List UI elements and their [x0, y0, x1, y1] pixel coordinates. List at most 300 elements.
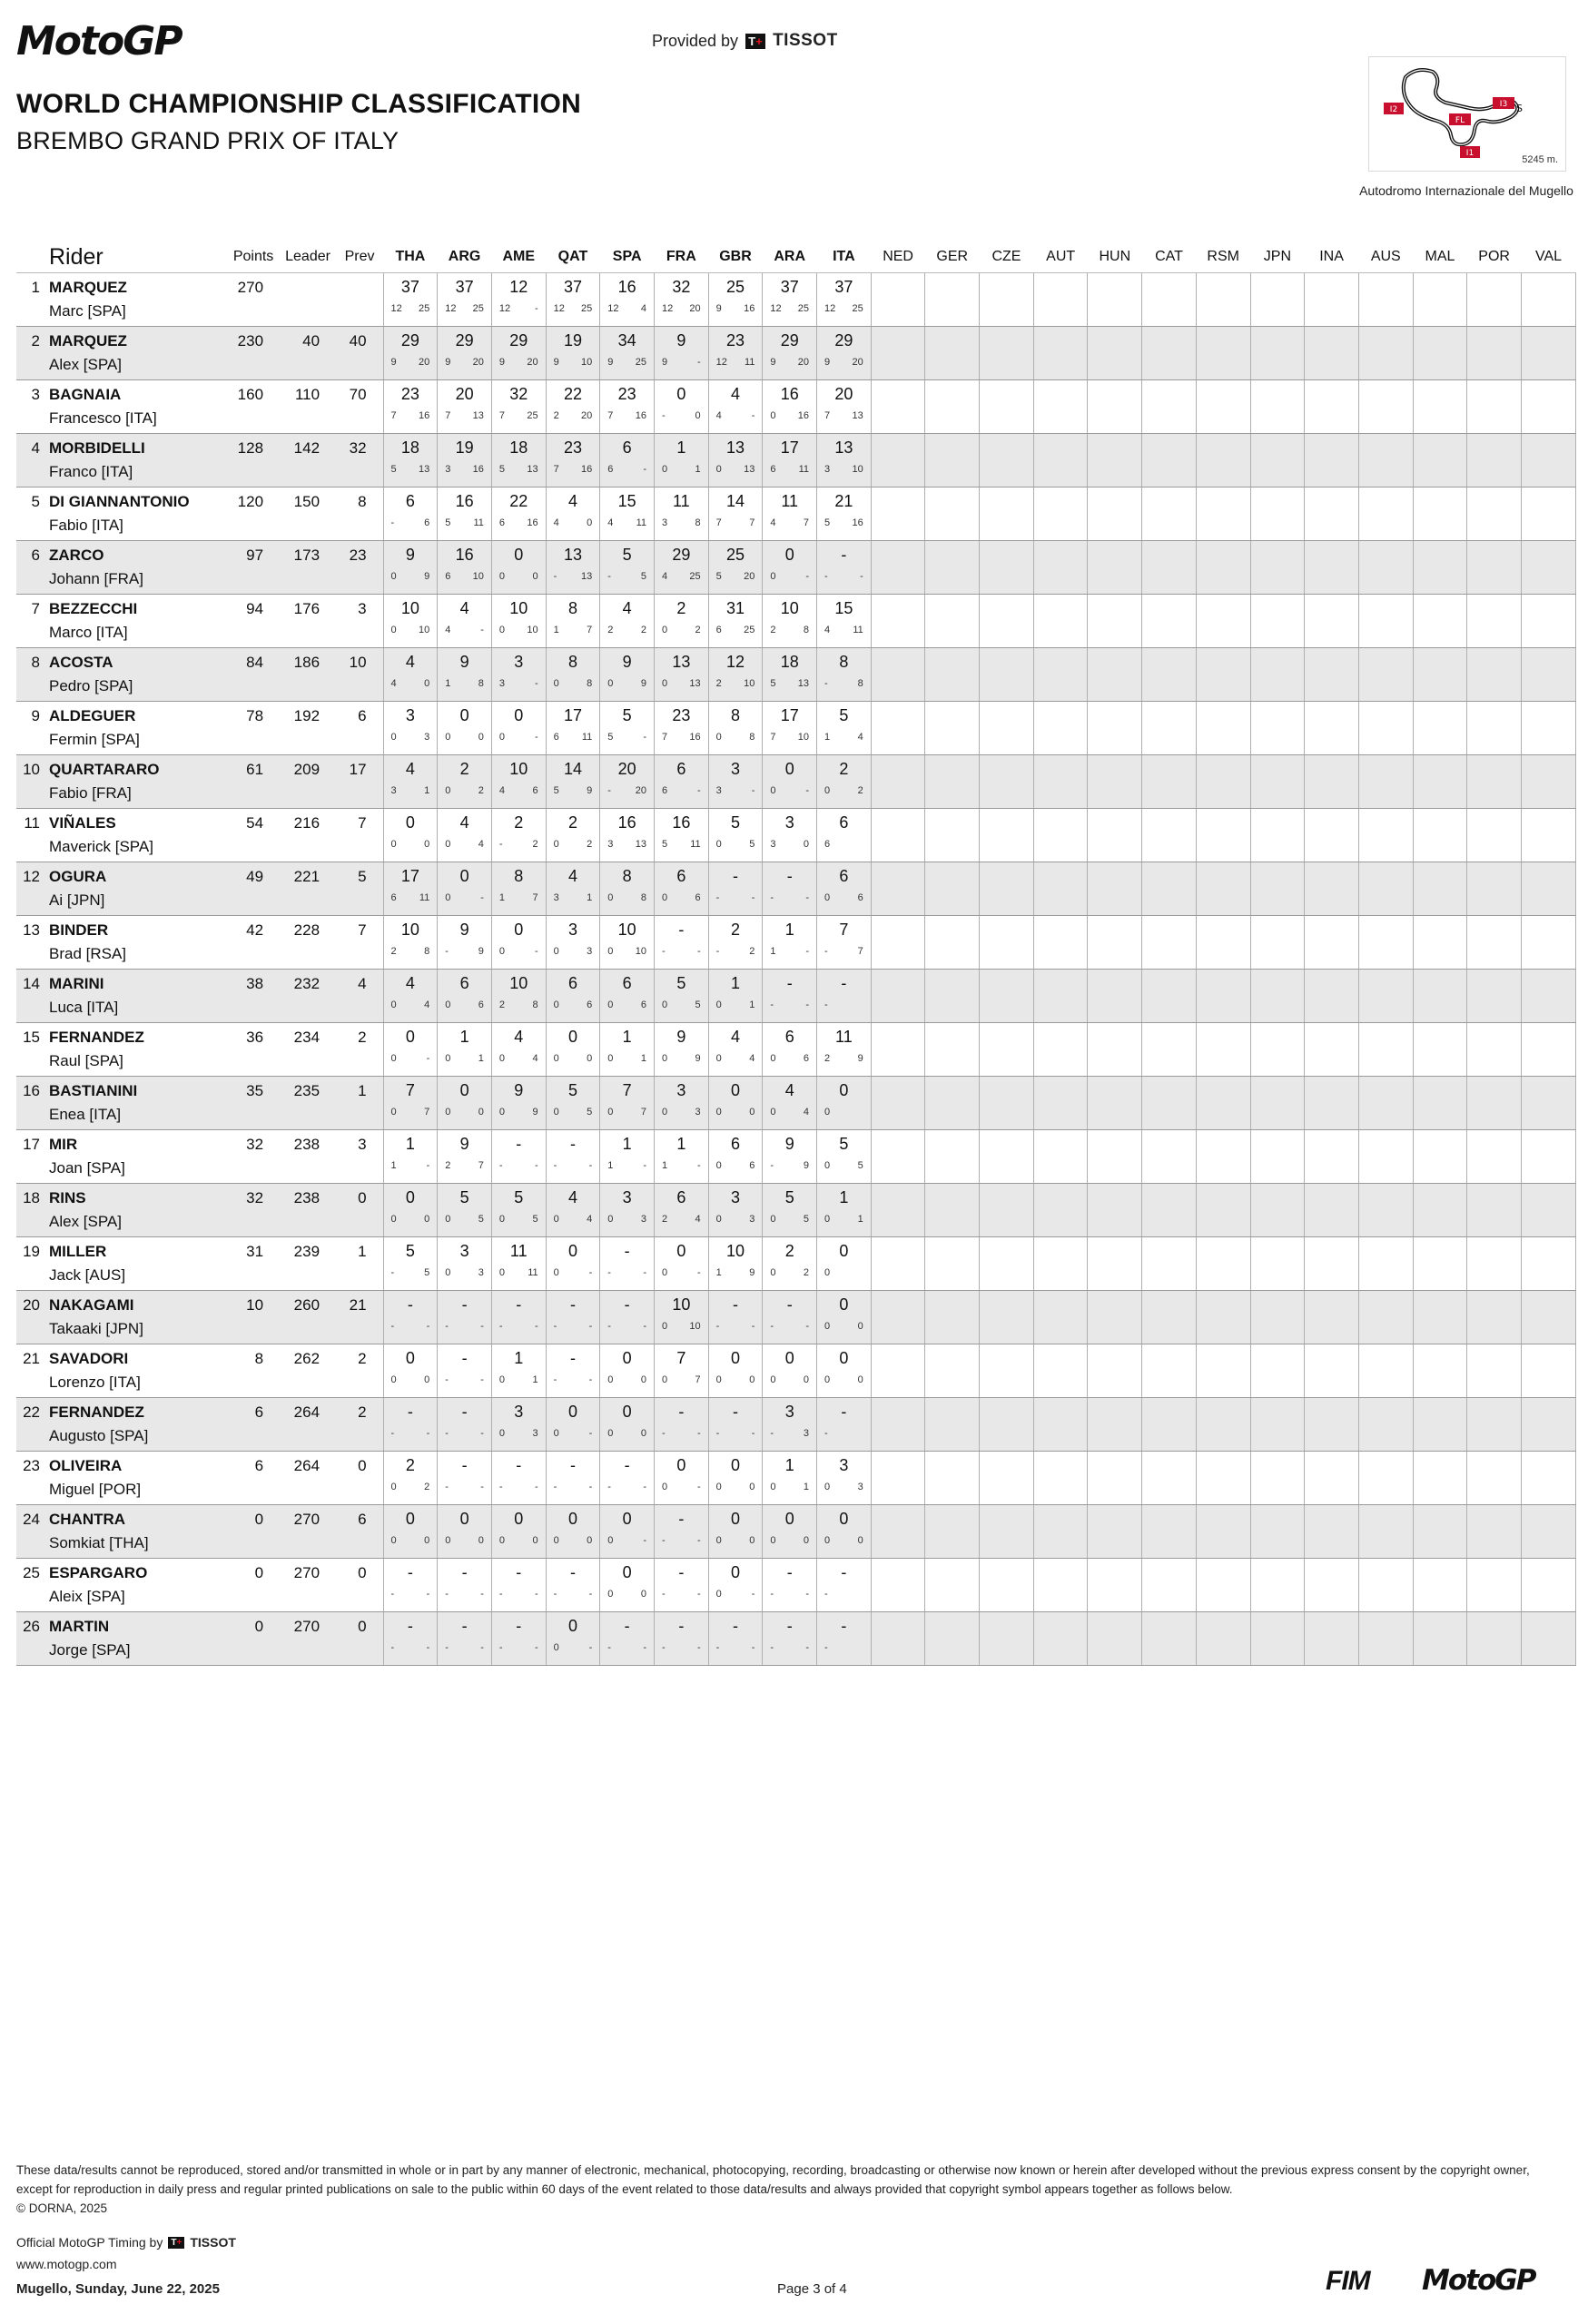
race-result-cell — [438, 1559, 492, 1612]
prev-gap-cell — [336, 1130, 383, 1184]
leader-gap-cell-value — [280, 273, 327, 279]
race-total-points: 9 — [514, 1081, 524, 1099]
race-result-cell — [600, 273, 655, 327]
sprint-points: 0 — [824, 1107, 831, 1118]
race-split-points — [438, 297, 491, 314]
prev-gap-cell — [336, 1184, 383, 1237]
sprint-points: - — [498, 1321, 503, 1332]
sprint-points: - — [390, 1589, 395, 1600]
sprint-points: 1 — [553, 625, 559, 635]
sprint-points: - — [824, 1428, 828, 1439]
race-split-points — [384, 1475, 438, 1492]
race-result-cell — [600, 1344, 655, 1398]
future-race-cell — [1088, 434, 1142, 487]
race-result-cell — [546, 1505, 600, 1559]
race-result-cell — [708, 1130, 763, 1184]
race-split-points — [817, 832, 871, 850]
race-split-points — [547, 618, 600, 635]
race-split-points — [600, 1582, 654, 1600]
leader-gap-cell — [280, 1077, 336, 1130]
race-total-points: 0 — [784, 1349, 794, 1367]
race-total-points: 0 — [567, 1242, 577, 1260]
race-result-cell — [438, 487, 492, 541]
race-split-points — [492, 672, 546, 689]
race-split-points — [763, 1154, 816, 1171]
race-split-points — [600, 993, 654, 1010]
prev-gap-cell — [336, 755, 383, 809]
race-split-points — [492, 993, 546, 1010]
race-result-cell — [708, 1559, 763, 1612]
prev-gap-cell — [336, 1559, 383, 1612]
race-result-cell — [817, 541, 872, 595]
race-result-cell — [546, 1291, 600, 1344]
points-cell — [227, 595, 280, 648]
motogp-logo: MotoGP — [16, 18, 182, 64]
future-race-cell — [1196, 434, 1250, 487]
race-split-points — [438, 1636, 491, 1653]
future-race-cell — [871, 1505, 925, 1559]
future-race-cell — [1033, 1452, 1088, 1505]
race-split-points — [709, 1207, 763, 1225]
future-race-cell — [1196, 487, 1250, 541]
sprint-points: 3 — [770, 839, 776, 850]
leader-gap-cell — [280, 1505, 336, 1559]
sprint-points: - — [824, 1589, 828, 1600]
race-split-points — [763, 993, 816, 1010]
race-total-points: - — [841, 1617, 847, 1635]
sprint-points: 0 — [445, 785, 451, 796]
prev-gap-cell — [336, 327, 383, 380]
sprint-points: 0 — [498, 1053, 506, 1064]
rider-firstname: Somkiat [THA] — [49, 1534, 149, 1551]
future-race-cell — [1305, 702, 1359, 755]
race-total-points: - — [786, 867, 793, 885]
sprint-points: 6 — [770, 464, 776, 475]
race-total-points: 5 — [514, 1188, 524, 1206]
prev-gap-cell — [336, 595, 383, 648]
prev-gap-cell-value: 3 — [358, 1136, 367, 1153]
future-race-cell — [1413, 1559, 1467, 1612]
future-race-cell — [1358, 755, 1413, 809]
prev-gap-cell-value: 17 — [349, 761, 367, 778]
sprint-points: - — [661, 1428, 666, 1439]
race-split-points — [709, 779, 763, 796]
table-row — [16, 273, 1576, 327]
leader-gap-cell-value: 221 — [293, 868, 321, 885]
svg-text:FL: FL — [1455, 116, 1465, 125]
points-cell — [227, 380, 280, 434]
race-points: 0 — [803, 839, 810, 850]
rider-surname: VIÑALES — [49, 814, 116, 832]
points-cell — [227, 273, 280, 327]
points-cell — [227, 809, 280, 862]
leader-gap-cell — [280, 1184, 336, 1237]
race-result-cell — [491, 862, 546, 916]
race-points: - — [751, 892, 755, 903]
sprint-points: 0 — [715, 1589, 722, 1600]
race-split-points — [438, 1207, 491, 1225]
points-cell-value: 6 — [254, 1457, 264, 1474]
race-split-points — [763, 350, 816, 368]
race-split-points — [547, 940, 600, 957]
race-split-points — [384, 458, 438, 475]
future-race-cell — [1521, 1184, 1575, 1237]
future-race-cell — [1250, 487, 1305, 541]
race-result-cell — [383, 1344, 438, 1398]
future-race-cell — [1521, 327, 1575, 380]
race-points: 3 — [640, 1214, 646, 1225]
event-title: BREMBO GRAND PRIX OF ITALY — [16, 127, 399, 154]
race-result-cell — [817, 1077, 872, 1130]
leader-gap-cell-value: 234 — [293, 1029, 321, 1046]
race-points: 0 — [640, 1374, 646, 1385]
future-race-cell — [1467, 1077, 1522, 1130]
race-result-cell — [546, 434, 600, 487]
sprint-points: - — [553, 1160, 557, 1171]
race-total-points: 25 — [726, 278, 745, 296]
table-row — [16, 1077, 1576, 1130]
race-split-points — [492, 1261, 546, 1278]
race-split-points — [438, 1100, 491, 1118]
future-race-cell — [1413, 327, 1467, 380]
race-column-header-ned: NED — [871, 241, 925, 273]
sprint-points: 0 — [553, 1214, 559, 1225]
future-race-cell — [1142, 487, 1197, 541]
future-race-cell — [1467, 1505, 1522, 1559]
future-race-cell — [1033, 487, 1088, 541]
race-result-cell — [546, 702, 600, 755]
future-race-cell — [925, 862, 980, 916]
race-total-points: 6 — [622, 438, 632, 457]
race-points: 6 — [749, 1160, 755, 1171]
future-race-cell — [1033, 1130, 1088, 1184]
race-total-points: - — [461, 1617, 468, 1635]
race-result-cell — [654, 1344, 708, 1398]
future-race-cell — [1521, 916, 1575, 970]
race-total-points: 9 — [459, 653, 469, 671]
future-race-cell — [1088, 809, 1142, 862]
future-race-cell — [1088, 755, 1142, 809]
race-points: 4 — [857, 732, 863, 743]
future-race-cell — [1358, 1237, 1413, 1291]
points-cell — [227, 1291, 280, 1344]
race-result-cell — [491, 702, 546, 755]
race-result-cell — [654, 862, 708, 916]
prev-gap-cell-value: 2 — [358, 1350, 367, 1367]
race-split-points — [817, 1047, 871, 1064]
sprint-points: - — [498, 839, 503, 850]
sprint-points: 0 — [824, 892, 831, 903]
race-split-points — [492, 1047, 546, 1064]
race-points: - — [860, 571, 863, 582]
race-result-cell — [383, 970, 438, 1023]
sprint-points: 4 — [390, 678, 397, 689]
race-total-points: 7 — [676, 1349, 686, 1367]
race-total-points: 17 — [400, 867, 419, 885]
leader-gap-cell-value: 173 — [293, 547, 321, 564]
race-split-points — [438, 1582, 491, 1600]
race-column-header-jpn: JPN — [1250, 241, 1305, 273]
race-result-cell — [600, 702, 655, 755]
race-total-points: 19 — [455, 438, 474, 457]
sprint-points: - — [607, 1642, 611, 1653]
race-result-cell — [708, 1344, 763, 1398]
race-result-cell — [763, 1023, 817, 1077]
future-race-cell — [1088, 1077, 1142, 1130]
future-race-cell — [871, 862, 925, 916]
race-split-points — [438, 1154, 491, 1171]
race-total-points: 37 — [455, 278, 474, 296]
race-total-points: 0 — [622, 1403, 632, 1421]
future-race-cell — [1033, 648, 1088, 702]
points-cell-value: 6 — [254, 1403, 264, 1421]
future-race-cell — [1358, 648, 1413, 702]
race-split-points — [600, 511, 654, 528]
points-cell-value: 8 — [254, 1350, 264, 1367]
rider-surname: DI GIANNANTONIO — [49, 493, 190, 510]
race-split-points — [384, 511, 438, 528]
race-points: 0 — [587, 1053, 593, 1064]
leader-gap-cell-value: 264 — [293, 1403, 321, 1421]
race-points: - — [805, 946, 810, 957]
sprint-points: 9 — [553, 357, 559, 368]
timing-brand: TISSOT — [190, 2235, 236, 2250]
points-cell-value: 49 — [246, 868, 264, 885]
race-points: 6 — [640, 1000, 646, 1010]
rider-surname: ACOSTA — [49, 654, 113, 671]
prev-gap-cell-value: 0 — [358, 1618, 367, 1635]
race-split-points — [438, 1475, 491, 1492]
future-race-cell — [1305, 1291, 1359, 1344]
race-total-points: 16 — [672, 813, 691, 832]
race-total-points: 4 — [405, 760, 415, 778]
rider-position: 8 — [31, 654, 40, 671]
future-race-cell — [1196, 648, 1250, 702]
table-row — [16, 648, 1576, 702]
race-split-points — [600, 725, 654, 743]
future-race-cell — [980, 1023, 1034, 1077]
rider-position: 17 — [23, 1136, 40, 1153]
sprint-points: - — [824, 678, 828, 689]
sprint-points: - — [661, 1642, 666, 1653]
race-total-points: 0 — [459, 706, 469, 724]
future-race-cell — [1142, 648, 1197, 702]
race-total-points: - — [624, 1242, 630, 1260]
future-race-cell — [1142, 327, 1197, 380]
rider-position: 4 — [31, 439, 40, 457]
race-split-points — [763, 458, 816, 475]
sprint-points: 4 — [824, 625, 831, 635]
future-race-cell — [1033, 755, 1088, 809]
race-total-points: 0 — [622, 1510, 632, 1528]
race-split-points — [655, 1636, 708, 1653]
future-race-cell — [1305, 648, 1359, 702]
future-race-cell — [871, 809, 925, 862]
race-points: 9 — [532, 1107, 538, 1118]
race-split-points — [547, 1154, 600, 1171]
future-race-cell — [980, 487, 1034, 541]
race-points: 10 — [527, 625, 538, 635]
sprint-points: 6 — [390, 892, 397, 903]
race-points: - — [426, 1160, 430, 1171]
sprint-points: 0 — [445, 1214, 451, 1225]
race-points: - — [697, 1535, 701, 1546]
circuit-name: Autodromo Internazionale del Mugello — [1359, 183, 1573, 198]
race-total-points: 23 — [563, 438, 582, 457]
race-result-cell — [654, 809, 708, 862]
race-result-cell — [438, 916, 492, 970]
race-result-cell — [708, 380, 763, 434]
race-total-points: 4 — [405, 653, 415, 671]
race-result-cell — [383, 434, 438, 487]
leader-gap-cell-value: 232 — [293, 975, 321, 992]
race-split-points — [384, 1154, 438, 1171]
race-total-points: 17 — [780, 438, 799, 457]
race-points: 7 — [695, 1374, 701, 1385]
future-race-cell — [1250, 434, 1305, 487]
race-split-points — [384, 1422, 438, 1439]
sprint-points: - — [824, 571, 828, 582]
race-points: 4 — [640, 303, 646, 314]
sprint-points: 12 — [770, 303, 782, 314]
race-points: 16 — [527, 517, 538, 528]
future-race-cell — [1033, 1023, 1088, 1077]
race-total-points: - — [461, 1349, 468, 1367]
race-result-cell — [546, 1237, 600, 1291]
rider-surname: BINDER — [49, 921, 109, 939]
race-split-points — [763, 618, 816, 635]
future-race-cell — [1305, 434, 1359, 487]
race-points: 1 — [803, 1482, 810, 1492]
race-split-points — [547, 1315, 600, 1332]
future-race-cell — [1467, 755, 1522, 809]
race-points: 9 — [424, 571, 430, 582]
sprint-points: 1 — [661, 1160, 668, 1171]
race-points: - — [805, 785, 810, 796]
leader-gap-cell-value: 239 — [293, 1243, 321, 1260]
race-result-cell — [438, 541, 492, 595]
race-points: 13 — [527, 464, 538, 475]
leader-gap-cell — [280, 380, 336, 434]
sprint-points: 6 — [498, 517, 506, 528]
race-points: 3 — [424, 732, 430, 743]
future-race-cell — [1088, 487, 1142, 541]
race-result-cell — [546, 809, 600, 862]
race-split-points — [547, 832, 600, 850]
race-split-points — [655, 350, 708, 368]
race-points: - — [643, 732, 646, 743]
race-total-points: 16 — [455, 546, 474, 564]
race-column-header-val: VAL — [1521, 241, 1575, 273]
rider-firstname: Marc [SPA] — [49, 302, 126, 320]
race-column-header-cze: CZE — [980, 241, 1034, 273]
race-result-cell — [763, 487, 817, 541]
rider-firstname: Fabio [ITA] — [49, 517, 123, 534]
race-result-cell — [491, 380, 546, 434]
sprint-points: 0 — [824, 785, 831, 796]
future-race-cell — [1088, 702, 1142, 755]
website-link[interactable]: www.motogp.com — [16, 2257, 117, 2271]
future-race-cell — [925, 755, 980, 809]
sprint-points: 0 — [553, 1000, 559, 1010]
race-total-points: 31 — [726, 599, 745, 617]
rider-surname: SAVADORI — [49, 1350, 129, 1367]
race-column-header-cat: CAT — [1142, 241, 1197, 273]
future-race-cell — [871, 273, 925, 327]
race-split-points — [600, 1475, 654, 1492]
sprint-points: - — [661, 946, 666, 957]
race-points: - — [588, 1482, 593, 1492]
sprint-points: 0 — [715, 464, 722, 475]
race-total-points: 0 — [459, 1081, 469, 1099]
sprint-points: 0 — [715, 1107, 722, 1118]
race-total-points: 32 — [672, 278, 691, 296]
race-total-points: 14 — [726, 492, 745, 510]
race-points: 9 — [640, 678, 646, 689]
race-split-points — [384, 565, 438, 582]
race-points: 2 — [587, 839, 593, 850]
points-cell-value: 38 — [246, 975, 264, 992]
sprint-points: 3 — [824, 464, 831, 475]
race-total-points: - — [569, 1295, 576, 1314]
future-race-cell — [1305, 862, 1359, 916]
race-split-points — [547, 404, 600, 421]
rider-position: 3 — [31, 386, 40, 403]
sprint-points: - — [445, 1482, 449, 1492]
race-points: 1 — [424, 785, 430, 796]
race-points: 8 — [803, 625, 810, 635]
sprint-points: 0 — [607, 946, 614, 957]
sprint-points: - — [553, 1374, 557, 1385]
prev-gap-cell — [336, 1023, 383, 1077]
race-total-points: 0 — [731, 1510, 741, 1528]
sprint-points: 12 — [390, 303, 402, 314]
race-points: - — [751, 1428, 755, 1439]
race-split-points — [492, 297, 546, 314]
race-result-cell — [654, 1237, 708, 1291]
future-race-cell — [1142, 1023, 1197, 1077]
sprint-points: - — [607, 1267, 611, 1278]
race-result-cell — [817, 327, 872, 380]
race-points: 2 — [640, 625, 646, 635]
future-race-cell — [1413, 380, 1467, 434]
race-result-cell — [708, 1291, 763, 1344]
race-points: - — [480, 1482, 484, 1492]
race-points: 16 — [418, 410, 430, 421]
race-result-cell — [708, 273, 763, 327]
future-race-cell — [1196, 1612, 1250, 1666]
sprint-points: 3 — [661, 517, 668, 528]
sprint-points: 0 — [770, 1482, 776, 1492]
sprint-points: 0 — [390, 732, 397, 743]
prev-gap-cell — [336, 916, 383, 970]
race-split-points — [709, 458, 763, 475]
race-split-points — [709, 297, 763, 314]
race-points: 7 — [640, 1107, 646, 1118]
race-total-points: 1 — [514, 1349, 524, 1367]
race-total-points: 0 — [405, 1028, 415, 1046]
sprint-points: 0 — [770, 410, 776, 421]
race-result-cell — [438, 380, 492, 434]
sprint-points: 0 — [553, 1428, 559, 1439]
sprint-points: - — [553, 1321, 557, 1332]
race-split-points — [547, 725, 600, 743]
leader-gap-cell-value: 209 — [293, 761, 321, 778]
race-result-cell — [383, 648, 438, 702]
sponsor-name: TISSOT — [773, 31, 838, 50]
race-points: 4 — [695, 1214, 701, 1225]
leader-gap-cell-value: 238 — [293, 1189, 321, 1206]
